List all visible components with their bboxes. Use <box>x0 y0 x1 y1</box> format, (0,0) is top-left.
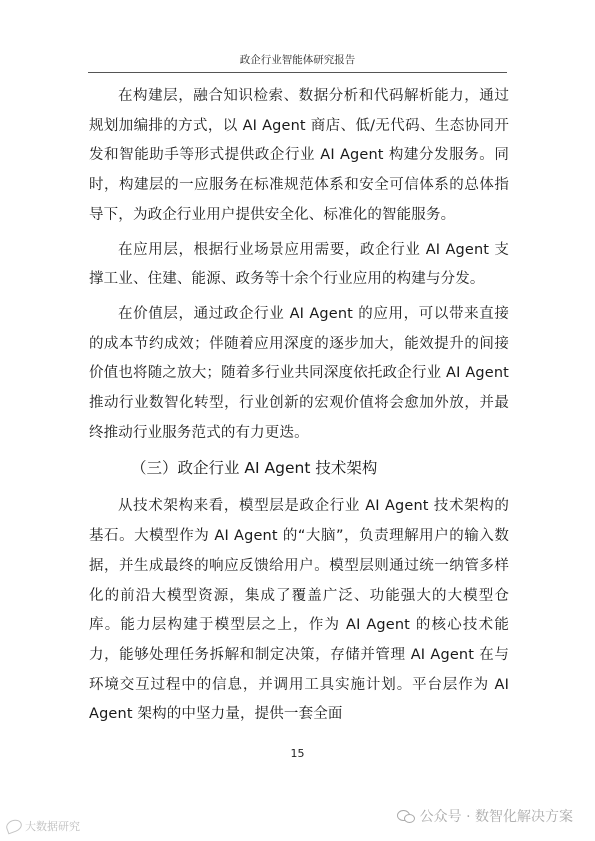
running-header: 政企行业智能体研究报告 <box>239 54 356 66</box>
wechat-watermark-text: 公众号 · 数智化解决方案 <box>419 809 573 825</box>
section-heading: （三）政企行业 AI Agent 技术架构 <box>131 459 378 478</box>
paragraph-construction-layer: 在构建层，融合知识检索、数据分析和代码解析能力，通过规划加编排的方式，以 AI Agent 商店、低/无代码、生态协同开发和智能助手等形式提供政企行业 AI Agent 构建分发服务。同时，构建层的一应服务在标准规范体系和安全可信体系的总体指导下，为政企行业用户提供安全化、标准化的智能服务。 <box>89 88 509 223</box>
watermark-logo-icon <box>4 818 23 835</box>
paragraph-technical-architecture: 从技术架构来看，模型层是政企行业 AI Agent 技术架构的基石。大模型作为 AI Agent 的“大脑”，负责理解用户的输入数据，并生成最终的响应反馈给用户。模型层则通过统一纳管多样化的前沿大模型资源，集成了覆盖广泛、功能强大的大模型仓库。能力层构建于模型层之上，作为 AI Agent 的核心技术能力，能够处理任务拆解和制定决策，存储并管理 AI Agent 在与环境交互过程中的信息，并调用工具实施计划。平台层作为 AI Agent 架构的中坚力量，提供一套全面 <box>89 498 509 723</box>
corner-watermark-text: 大数据研究 <box>25 820 80 833</box>
paragraph-application-layer: 在应用层，根据行业场景应用需要，政企行业 AI Agent 支撑工业、住建、能源、政务等十余个行业应用的构建与分发。 <box>89 241 509 288</box>
paragraph-value-layer: 在价值层，通过政企行业 AI Agent 的应用，可以带来直接的成本节约成效；伴随着应用深度的逐步加大，能效提升的间接价值也将随之放大；随着多行业共同深度依托政企行业 AI Agent 推动行业数智化转型，行业创新的宏观价值将会愈加外放，并最终推动行业服务范式的有力更迭。 <box>89 305 509 441</box>
wechat-watermark <box>397 806 573 826</box>
header-divider <box>88 72 507 73</box>
page-number: 15 <box>290 747 305 760</box>
page-body <box>89 82 509 735</box>
wechat-icon <box>397 809 415 823</box>
corner-watermark <box>6 818 80 834</box>
